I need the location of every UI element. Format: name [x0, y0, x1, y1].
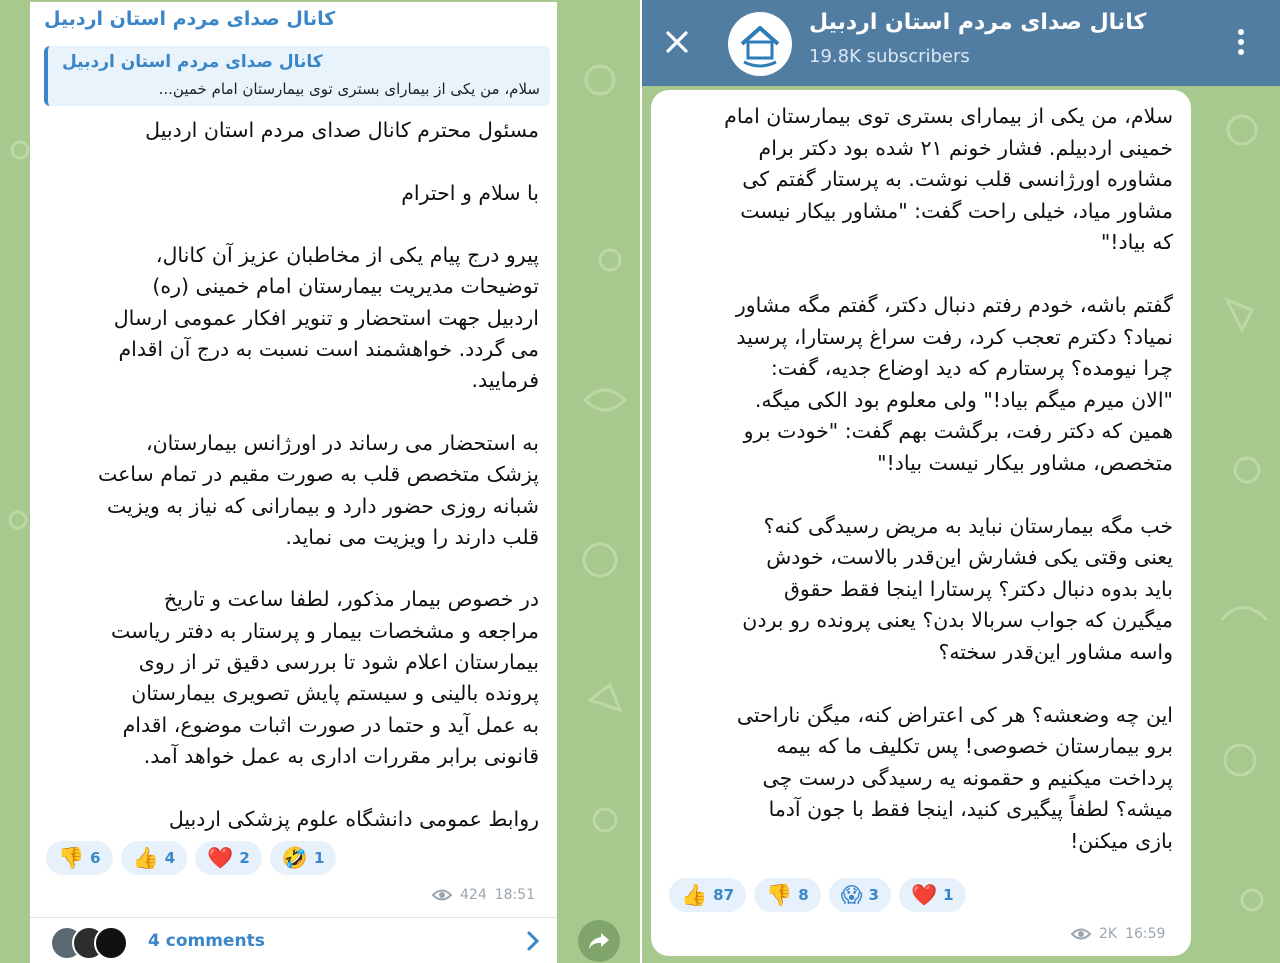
right-screenshot-panel	[642, 0, 1280, 963]
thumbs-down-icon: 👎	[58, 845, 85, 870]
eye-icon	[1071, 927, 1091, 941]
reaction-count: 1	[943, 886, 954, 904]
subscriber-count: 19.8K subscribers	[809, 46, 970, 67]
message-meta	[1071, 926, 1165, 942]
heart-icon: ❤️	[910, 882, 938, 907]
reaction-dislike[interactable]	[46, 841, 113, 875]
reaction-scream[interactable]	[829, 878, 891, 912]
screaming-face-icon: 😱	[840, 882, 863, 907]
reaction-like[interactable]	[669, 878, 746, 912]
message-bubble	[651, 90, 1191, 956]
channel-name[interactable]: کانال صدای مردم استان اردبیل	[44, 8, 336, 30]
rolling-laughing-icon: 🤣	[281, 845, 308, 870]
reaction-count: 3	[868, 886, 879, 904]
channel-avatar[interactable]	[728, 12, 792, 76]
reactions-row	[46, 841, 336, 875]
chat-header	[642, 0, 1280, 86]
reaction-count: 1	[313, 849, 325, 867]
share-icon	[587, 931, 611, 951]
eye-icon	[432, 888, 452, 902]
comments-count[interactable]: 4 comments	[148, 931, 265, 951]
forward-button[interactable]	[578, 920, 620, 962]
reaction-laugh[interactable]	[270, 841, 337, 875]
thumbs-up-icon: 👍	[681, 882, 708, 907]
message-text: مسئول محترم کانال صدای مردم استان اردبیل با سلام و احترام پیرو درج پیام یکی از مخاطبان عزیز آن کانال، توضیحات مدیریت بیمارستان امام خمینی (ره) اردبیل جهت استحضار و تنویر افکار عمومی ارسال می گردد. خواهشمند است نسبت به درج آن اقدام فرمایید. به استحضار می رساند در اورژانس بیمارستان، پزشک متخصص قلب به صورت مقیم در تمام ساعت شبانه روزی حضور دارد و بیمارانی که نیاز به ویزیت قلب دارند را ویزیت می نماید. در خصوص بیمار مذکور، لطفا ساعت و تاریخ مراجعه و مشخصات بیمار و پرستار به دفتر ریاست بیمارستان اعلام شود تا بررسی دقیق تر از روی پرونده بالینی و سیستم پایش تصویری بیمارستان به عمل آید و حتما در صورت اثبات موضوع، اقدام قانونی برابر مقررات اداری به عمل خواهد آمد. روابط عمومی دانشگاه علوم پزشکی اردبیل	[97, 118, 539, 831]
channel-title[interactable]: کانال صدای مردم استان اردبیل	[809, 10, 1147, 35]
close-icon[interactable]	[664, 29, 690, 55]
message-text: سلام، من یکی از بیمارای بستری توی بیمارستان امام خمینی اردبیلم. فشار خونم ۲۱ شده بود دکتر برام مشاوره اورژانسی قلب نوشت. به پرستار گفتم کی مشاور میاد، خیلی راحت گفت: "مشاور بیکار نیست که بیاد!" گفتم باشه، خودم رفتم دنبال دکتر، گفتم مگه مشاور نمیاد؟ دکترم تعجب کرد، رفت سراغ پرستارا، پرسید چرا نیومده؟ پرستارم که دید اوضاع جدیه، گفت: "الان میرم میگم بیاد!" ولی معلوم بود الکی میگه. همین که دکتر رفت، برگشت بهم گفت: "خودت برو متخصص، مشاور بیکار نیست بیاد!" خب مگه بیمارستان نباید به مریض رسیدگی کنه؟ یعنی وقتی یکی فشارش این‌قدر بالاست، خودش باید بدوه دنبال دکتر؟ پرستارا اینجا فقط حقوق میگیرن که جواب سربالا بدن؟ یعنی پرونده رو بردن واسه مشاور این‌قدر سخته؟ این چه وضعشه؟ هر کی اعتراض کنه، میگن ناراحتی برو بیمارستان خصوصی! پس تکلیف ما که بیمه پرداخت میکنیم و حقمونه یه رسیدگی درست چی میشه؟ لطفاً پیگیری کنید، اینجا فقط با جون آدما بازی میکنن!	[724, 104, 1173, 853]
thumbs-up-icon: 👍	[132, 845, 159, 870]
reaction-dislike[interactable]	[754, 878, 821, 912]
message-time: 16:59	[1125, 926, 1166, 942]
reaction-heart[interactable]	[899, 878, 966, 912]
reaction-count: 8	[798, 886, 809, 904]
message-time: 18:51	[494, 887, 536, 903]
reply-preview: سلام، من یکی از بیمارای بستری توی بیمارستان امام خمین...	[158, 80, 540, 98]
message-meta	[432, 887, 535, 903]
reaction-count: 6	[90, 849, 101, 867]
reaction-count: 87	[713, 886, 735, 904]
reaction-count: 2	[239, 849, 250, 867]
reaction-like[interactable]	[121, 841, 188, 875]
reply-quote[interactable]	[44, 46, 550, 106]
channel-logo-icon	[728, 12, 792, 76]
chevron-right-icon[interactable]	[526, 930, 540, 952]
avatar	[94, 926, 128, 960]
comments-bar[interactable]	[30, 917, 557, 963]
heart-icon: ❤️	[207, 845, 234, 870]
reaction-heart[interactable]	[195, 841, 262, 875]
reply-message-bubble	[30, 2, 557, 963]
reaction-count: 4	[164, 849, 176, 867]
commenter-avatars	[50, 926, 140, 956]
thumbs-down-icon: 👎	[766, 882, 793, 907]
more-vertical-icon[interactable]	[1236, 28, 1246, 56]
view-count: 2K	[1099, 926, 1118, 942]
view-count: 424	[460, 887, 487, 903]
reactions-row	[669, 878, 966, 912]
reply-author: کانال صدای مردم استان اردبیل	[62, 52, 323, 72]
